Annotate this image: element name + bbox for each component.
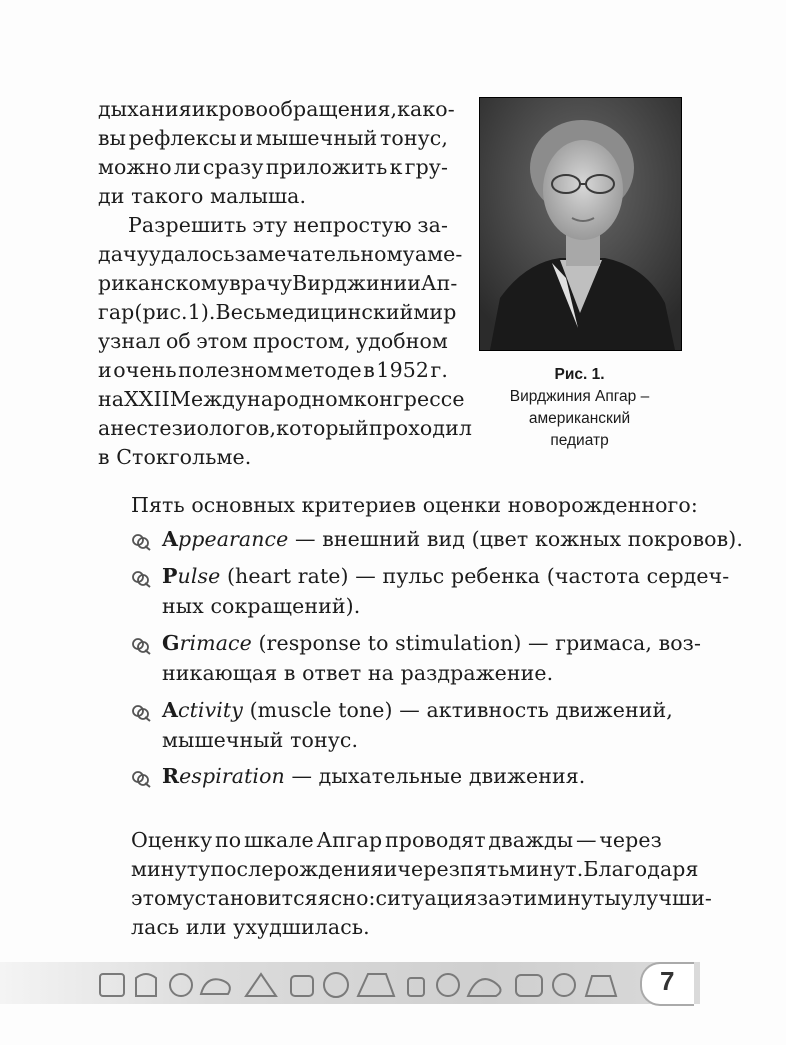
text-line: [98, 97, 455, 121]
text-line: [98, 416, 472, 440]
word: ли: [173, 155, 201, 179]
text-line: [131, 915, 370, 939]
word: к: [389, 155, 403, 179]
word: удалось: [148, 242, 235, 266]
criteria-heading: Пять основных критериев оценки новорожденного:: [131, 493, 698, 517]
word: после: [210, 857, 274, 881]
word: проходил: [368, 416, 472, 440]
word: аме-: [414, 242, 463, 266]
word: и: [98, 358, 112, 382]
text-line: [98, 155, 448, 179]
word: рефлексы: [128, 126, 237, 150]
text-line: [98, 184, 306, 208]
word: методе: [284, 358, 362, 382]
criteria-item-continuation: никающая в ответ на раздражение.: [162, 661, 554, 685]
word: по: [215, 828, 242, 852]
word: проводят: [384, 828, 486, 852]
word: вы: [98, 126, 127, 150]
word: пять: [460, 857, 510, 881]
word: эту: [252, 213, 288, 237]
rattle-bullet-icon: [131, 637, 151, 655]
word: мышечный: [255, 126, 378, 150]
word: дыхания: [98, 97, 192, 121]
word: и: [383, 857, 398, 881]
text-line: [98, 271, 458, 295]
word: Весь: [215, 300, 266, 324]
rattle-bullet-icon: [131, 704, 151, 722]
criteria-item: Pulse (heart rate) — пульс ребенка (частота сердеч-: [162, 564, 730, 588]
word: через: [599, 828, 662, 852]
word: в Стокгольме.: [98, 445, 252, 469]
text-line: [98, 242, 463, 266]
word: полезном: [178, 358, 284, 382]
word: како-: [397, 97, 455, 121]
word: узнал: [98, 329, 161, 353]
word: Благодаря: [583, 857, 699, 881]
word: гру-: [404, 155, 448, 179]
word: сразу: [202, 155, 264, 179]
word: очень: [113, 358, 177, 382]
word: эти: [500, 886, 538, 910]
word: рождения: [273, 857, 384, 881]
baby-toys-border: [96, 968, 636, 1002]
word: гар: [98, 300, 135, 324]
rattle-bullet-icon: [131, 533, 151, 551]
word: можно: [98, 155, 172, 179]
text-line: [98, 300, 457, 324]
word: 1952: [376, 358, 429, 382]
rattle-bullet-icon: [131, 570, 151, 588]
word: простом,: [253, 329, 351, 353]
word: этом: [196, 329, 248, 353]
word: —: [575, 828, 597, 852]
portrait-photo: [479, 97, 682, 351]
text-line: [98, 358, 448, 382]
word: 1).: [187, 300, 216, 324]
word: непростую: [293, 213, 412, 237]
word: ясно:: [317, 886, 376, 910]
word: приложить: [265, 155, 388, 179]
word: врачу: [229, 271, 293, 295]
word: ди такого малыша.: [98, 184, 307, 208]
word: Оценку: [131, 828, 213, 852]
text-line: [98, 445, 251, 469]
word: мир: [413, 300, 457, 324]
word: который: [276, 416, 369, 440]
word: становится: [194, 886, 318, 910]
word: минуту: [131, 857, 211, 881]
rattle-bullet-icon: [131, 770, 151, 788]
criteria-item-continuation: мышечный тонус.: [162, 728, 359, 752]
word: Апгар: [316, 828, 383, 852]
text-line: [131, 828, 662, 852]
word: через: [397, 857, 461, 881]
word: Ап-: [421, 271, 458, 295]
word: кровообращения,: [205, 97, 398, 121]
word: замечательному: [234, 242, 415, 266]
word: и: [191, 97, 206, 121]
criteria-item: Grimace (response to stimulation) — гримаса, воз-: [162, 631, 701, 655]
word: медицинский: [265, 300, 414, 324]
caption-line: Вирджиния Апгар –: [509, 388, 650, 405]
criteria-item: Activity (muscle tone) — активность движений,: [162, 698, 673, 722]
caption-line: педиатр: [550, 432, 609, 449]
word: ситуация: [375, 886, 477, 910]
page-number: 7: [660, 966, 675, 996]
word: минуты: [537, 886, 621, 910]
word: удобном: [355, 329, 448, 353]
word: и: [239, 126, 254, 150]
word: дважды: [488, 828, 574, 852]
word: анестезиологов,: [98, 416, 277, 440]
criteria-item-continuation: ных сокращений).: [162, 594, 361, 618]
figure-caption: [479, 364, 680, 452]
word: XXII: [124, 387, 170, 411]
word: Вирджинии: [292, 271, 422, 295]
criteria-item: Appearance — внешний вид (цвет кожных покровов).: [162, 527, 743, 551]
word: за: [476, 886, 501, 910]
word: в: [363, 358, 375, 382]
word: на: [98, 387, 125, 411]
text-line: [98, 387, 465, 411]
word: дачу: [98, 242, 149, 266]
word: этому: [131, 886, 195, 910]
caption-title: Рис. 1.: [554, 366, 605, 383]
word: за-: [417, 213, 448, 237]
caption-line: американский: [528, 410, 631, 427]
word: конгрессе: [353, 387, 465, 411]
text-line: [131, 857, 699, 881]
criteria-item: Respiration — дыхательные движения.: [162, 764, 586, 788]
word: Международном: [169, 387, 354, 411]
text-line: [128, 213, 448, 237]
word: улучши-: [620, 886, 712, 910]
text-line: [131, 886, 712, 910]
text-line: [98, 126, 448, 150]
word: минут.: [509, 857, 584, 881]
word: об: [165, 329, 191, 353]
text-line: [98, 329, 448, 353]
word: Разрешить: [128, 213, 247, 237]
word: тонус,: [379, 126, 448, 150]
word: риканскому: [98, 271, 230, 295]
word: (рис.: [134, 300, 188, 324]
word: г.: [430, 358, 448, 382]
word: шкале: [243, 828, 314, 852]
word: лась или ухудшилась.: [131, 915, 370, 939]
portrait-image: [480, 98, 681, 350]
